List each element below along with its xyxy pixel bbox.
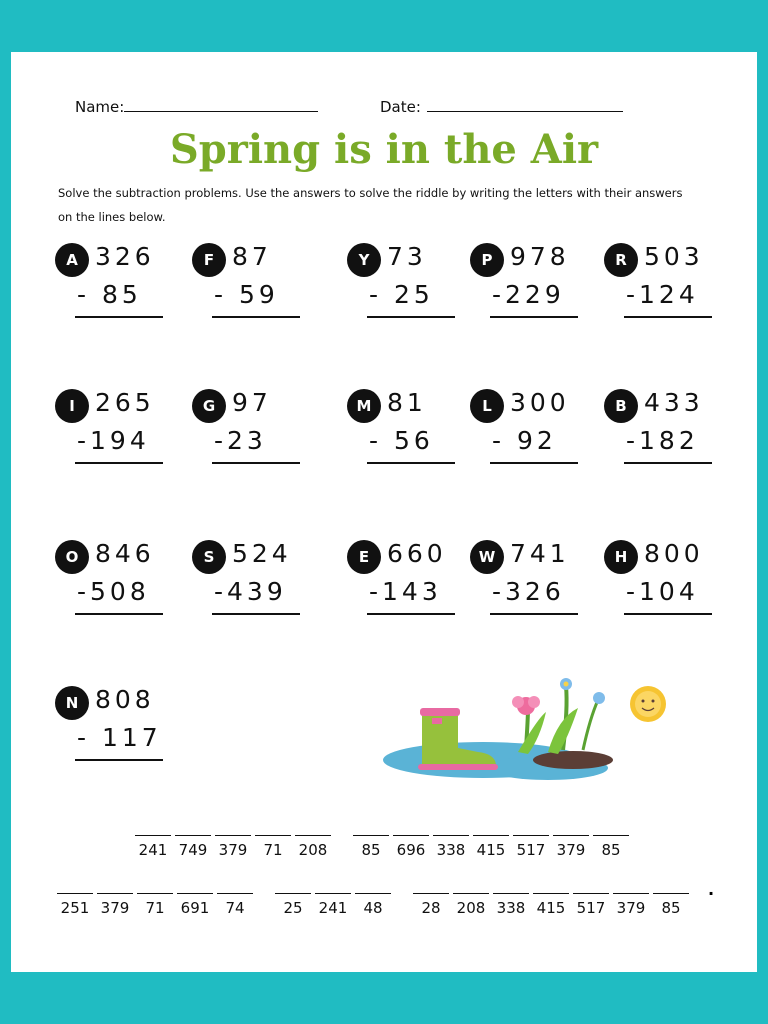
minuend: 660 bbox=[387, 539, 447, 568]
blank-code: 338 bbox=[436, 841, 466, 859]
blank-line[interactable] bbox=[355, 893, 391, 894]
minuend: 97 bbox=[232, 388, 272, 417]
spring-illustration bbox=[378, 668, 678, 798]
letter-badge: W bbox=[470, 540, 504, 574]
subtrahend: -143 bbox=[369, 577, 442, 606]
minuend: 73 bbox=[387, 242, 427, 271]
blank-code: 25 bbox=[283, 899, 303, 917]
problem-o bbox=[55, 537, 165, 627]
minuend: 81 bbox=[387, 388, 427, 417]
blank-line[interactable] bbox=[453, 893, 489, 894]
subtrahend: -439 bbox=[214, 577, 287, 606]
minuend: 87 bbox=[232, 242, 272, 271]
blank-line[interactable] bbox=[513, 835, 549, 836]
riddle-blank[interactable] bbox=[513, 835, 549, 859]
blank-line[interactable] bbox=[175, 835, 211, 836]
letter-badge: P bbox=[470, 243, 504, 277]
problem-s bbox=[192, 537, 302, 627]
riddle-blank[interactable] bbox=[97, 893, 133, 917]
riddle-blank[interactable] bbox=[275, 893, 311, 917]
blank-code: 517 bbox=[576, 899, 606, 917]
subtrahend: - 25 bbox=[369, 280, 434, 309]
riddle-blank[interactable] bbox=[57, 893, 93, 917]
problem-m bbox=[347, 386, 457, 476]
soil bbox=[533, 751, 613, 769]
riddle-blank[interactable] bbox=[473, 835, 509, 859]
answer-line[interactable] bbox=[367, 462, 455, 464]
letter-badge: B bbox=[604, 389, 638, 423]
riddle-period: . bbox=[708, 880, 715, 899]
problem-f bbox=[192, 240, 302, 330]
blank-line[interactable] bbox=[393, 835, 429, 836]
riddle-blank[interactable] bbox=[255, 835, 291, 859]
answer-line[interactable] bbox=[367, 613, 455, 615]
riddle-blank[interactable] bbox=[175, 835, 211, 859]
riddle-blank[interactable] bbox=[137, 893, 173, 917]
name-line[interactable] bbox=[124, 97, 318, 112]
subtrahend: -229 bbox=[492, 280, 565, 309]
minuend: 524 bbox=[232, 539, 292, 568]
subtrahend: -508 bbox=[77, 577, 150, 606]
subtrahend: - 92 bbox=[492, 426, 557, 455]
blank-line[interactable] bbox=[137, 893, 173, 894]
blank-line[interactable] bbox=[593, 835, 629, 836]
subtrahend: -326 bbox=[492, 577, 565, 606]
blank-code: 85 bbox=[361, 841, 381, 859]
answer-line[interactable] bbox=[624, 316, 712, 318]
riddle-blank[interactable] bbox=[355, 893, 391, 917]
subtrahend: -194 bbox=[77, 426, 150, 455]
answer-line[interactable] bbox=[212, 462, 300, 464]
letter-badge: O bbox=[55, 540, 89, 574]
answer-line[interactable] bbox=[75, 462, 163, 464]
riddle-blank[interactable] bbox=[315, 893, 351, 917]
riddle-blank[interactable] bbox=[553, 835, 589, 859]
blank-code: 71 bbox=[263, 841, 283, 859]
letter-badge: F bbox=[192, 243, 226, 277]
page-title: Spring is in the Air bbox=[169, 126, 599, 173]
letter-badge: L bbox=[470, 389, 504, 423]
blank-code: 379 bbox=[218, 841, 248, 859]
blank-line[interactable] bbox=[275, 893, 311, 894]
letter-badge: R bbox=[604, 243, 638, 277]
letter-badge: N bbox=[55, 686, 89, 720]
riddle-blank[interactable] bbox=[353, 835, 389, 859]
blank-line[interactable] bbox=[177, 893, 213, 894]
problem-a bbox=[55, 240, 165, 330]
letter-badge: H bbox=[604, 540, 638, 574]
letter-badge: E bbox=[347, 540, 381, 574]
blank-line[interactable] bbox=[573, 893, 609, 894]
answer-line[interactable] bbox=[367, 316, 455, 318]
date-label: Date: bbox=[380, 98, 421, 116]
riddle-blank[interactable] bbox=[393, 835, 429, 859]
riddle-blank[interactable] bbox=[433, 835, 469, 859]
subtrahend: - 117 bbox=[77, 723, 162, 752]
blank-line[interactable] bbox=[97, 893, 133, 894]
answer-line[interactable] bbox=[212, 316, 300, 318]
blank-code: 208 bbox=[456, 899, 486, 917]
sun-icon bbox=[630, 686, 666, 722]
blank-code: 74 bbox=[225, 899, 245, 917]
riddle-blank[interactable] bbox=[533, 893, 569, 917]
blank-code: 415 bbox=[476, 841, 506, 859]
blank-line[interactable] bbox=[413, 893, 449, 894]
blank-line[interactable] bbox=[553, 835, 589, 836]
blank-line[interactable] bbox=[315, 893, 351, 894]
instructions: Solve the subtraction problems. Use the answers to solve the riddle by writing the letters with their answers on the lines below. bbox=[58, 186, 683, 224]
letter-badge: Y bbox=[347, 243, 381, 277]
blank-code: 379 bbox=[616, 899, 646, 917]
blank-code: 415 bbox=[536, 899, 566, 917]
blank-code: 71 bbox=[145, 899, 165, 917]
minuend: 741 bbox=[510, 539, 570, 568]
subtrahend: - 56 bbox=[369, 426, 434, 455]
blank-line[interactable] bbox=[217, 893, 253, 894]
answer-line[interactable] bbox=[624, 462, 712, 464]
name-field[interactable] bbox=[75, 97, 318, 116]
blank-code: 28 bbox=[421, 899, 441, 917]
riddle-blank[interactable] bbox=[177, 893, 213, 917]
blank-line[interactable] bbox=[613, 893, 649, 894]
blank-line[interactable] bbox=[433, 835, 469, 836]
blank-line[interactable] bbox=[353, 835, 389, 836]
minuend: 265 bbox=[95, 388, 155, 417]
letter-badge: G bbox=[192, 389, 226, 423]
problem-b bbox=[604, 386, 714, 476]
blank-code: 85 bbox=[601, 841, 621, 859]
minuend: 808 bbox=[95, 685, 155, 714]
flowers bbox=[512, 678, 605, 754]
riddle-blank[interactable] bbox=[217, 893, 253, 917]
subtrahend: -182 bbox=[626, 426, 699, 455]
blank-line[interactable] bbox=[135, 835, 171, 836]
blank-line[interactable] bbox=[473, 835, 509, 836]
blank-line[interactable] bbox=[255, 835, 291, 836]
problem-w bbox=[470, 537, 580, 627]
blank-code: 696 bbox=[396, 841, 426, 859]
subtrahend: - 59 bbox=[214, 280, 279, 309]
name-label: Name: bbox=[75, 98, 125, 116]
blank-code: 251 bbox=[60, 899, 90, 917]
minuend: 433 bbox=[644, 388, 704, 417]
riddle-blank[interactable] bbox=[593, 835, 629, 859]
blank-code: 241 bbox=[318, 899, 348, 917]
blank-code: 338 bbox=[496, 899, 526, 917]
answer-line[interactable] bbox=[490, 462, 578, 464]
subtrahend: -23 bbox=[214, 426, 267, 455]
problem-h bbox=[604, 537, 714, 627]
answer-line[interactable] bbox=[75, 316, 163, 318]
blank-line[interactable] bbox=[533, 893, 569, 894]
subtrahend: -104 bbox=[626, 577, 699, 606]
blank-line[interactable] bbox=[215, 835, 251, 836]
letter-badge: A bbox=[55, 243, 89, 277]
answer-line[interactable] bbox=[75, 613, 163, 615]
riddle-blank[interactable] bbox=[215, 835, 251, 859]
problem-r bbox=[604, 240, 714, 330]
date-line[interactable] bbox=[427, 97, 623, 112]
blank-line[interactable] bbox=[295, 835, 331, 836]
minuend: 846 bbox=[95, 539, 155, 568]
subtrahend: -124 bbox=[626, 280, 699, 309]
problem-l bbox=[470, 386, 580, 476]
problem-g bbox=[192, 386, 302, 476]
problem-e bbox=[347, 537, 457, 627]
blank-line[interactable] bbox=[57, 893, 93, 894]
rain-boot bbox=[418, 708, 498, 770]
riddle-blank[interactable] bbox=[295, 835, 331, 859]
subtrahend: - 85 bbox=[77, 280, 142, 309]
letter-badge: S bbox=[192, 540, 226, 574]
blank-code: 691 bbox=[180, 899, 210, 917]
riddle-blank[interactable] bbox=[653, 893, 689, 917]
riddle-blank[interactable] bbox=[453, 893, 489, 917]
blank-line[interactable] bbox=[493, 893, 529, 894]
letter-badge: M bbox=[347, 389, 381, 423]
problem-y bbox=[347, 240, 457, 330]
minuend: 978 bbox=[510, 242, 570, 271]
riddle-blank[interactable] bbox=[573, 893, 609, 917]
blank-line[interactable] bbox=[653, 893, 689, 894]
minuend: 800 bbox=[644, 539, 704, 568]
blank-code: 208 bbox=[298, 841, 328, 859]
answer-line[interactable] bbox=[212, 613, 300, 615]
riddle-blank[interactable] bbox=[493, 893, 529, 917]
minuend: 300 bbox=[510, 388, 570, 417]
blank-code: 379 bbox=[556, 841, 586, 859]
letter-badge: I bbox=[55, 389, 89, 423]
blank-code: 749 bbox=[178, 841, 208, 859]
riddle-blank[interactable] bbox=[135, 835, 171, 859]
blank-code: 48 bbox=[363, 899, 383, 917]
date-field[interactable] bbox=[380, 97, 623, 116]
riddle-blank[interactable] bbox=[413, 893, 449, 917]
answer-line[interactable] bbox=[75, 759, 163, 761]
problem-i bbox=[55, 386, 165, 476]
blank-code: 517 bbox=[516, 841, 546, 859]
problem-n bbox=[55, 683, 165, 773]
blank-code: 85 bbox=[661, 899, 681, 917]
answer-line[interactable] bbox=[490, 613, 578, 615]
blank-code: 241 bbox=[138, 841, 168, 859]
answer-line[interactable] bbox=[490, 316, 578, 318]
blank-code: 379 bbox=[100, 899, 130, 917]
riddle-blank[interactable] bbox=[613, 893, 649, 917]
minuend: 326 bbox=[95, 242, 155, 271]
problem-p bbox=[470, 240, 580, 330]
answer-line[interactable] bbox=[624, 613, 712, 615]
minuend: 503 bbox=[644, 242, 704, 271]
